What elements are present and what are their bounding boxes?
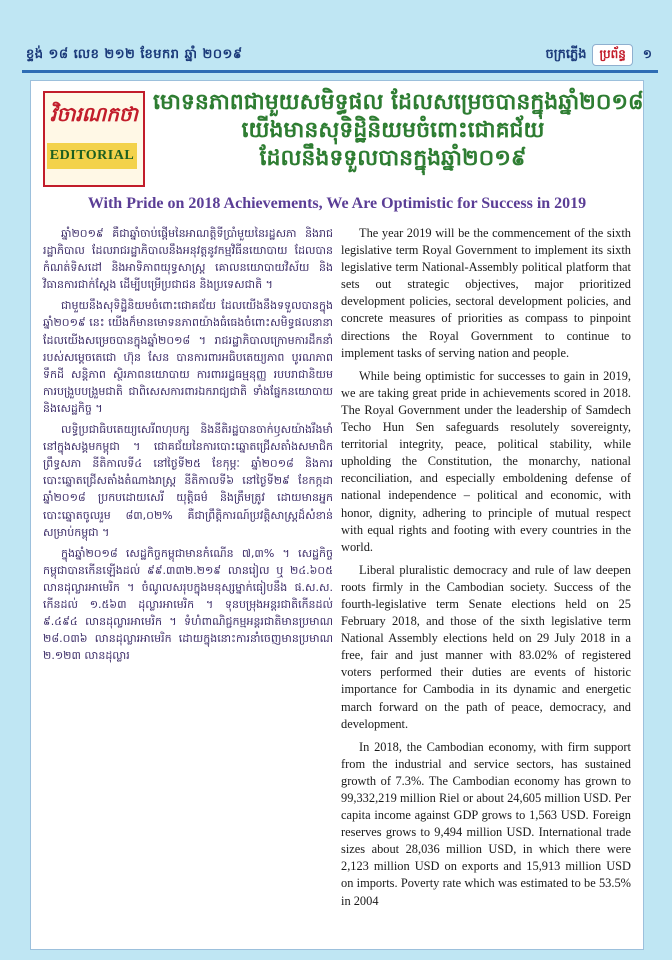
editorial-panel: [30, 80, 644, 950]
editorial-logo: [43, 91, 145, 187]
issue-label: ប្រព័ន្ធ: [592, 44, 632, 66]
magazine-name: ចក្រភ្លើង: [545, 46, 587, 62]
english-subtitle: With Pride on 2018 Achievements, We Are Optimistic for Success in 2019: [87, 195, 587, 212]
english-paragraph: Liberal pluralistic democracy and rule of law deepen roots firmly in the Cambodian society. Success of the fourth-legislative term Senate elections held on 25 February 2018, and those of the sixth legislative term National Assembly elections held on 29 July 2018 in a free, fair and just manner with 83.02% of registered voters performed their duties are events of historic importance for Cambodia in its dynamic and energetic march forward on the path of peace, democracy, and development.: [341, 562, 631, 731]
headline-line-3: ដែលនឹងទទួលបានក្នុងឆ្នាំ២០១៩: [259, 146, 527, 171]
khmer-column: [43, 225, 333, 668]
editorial-logo-khmer: វិចារណកថា: [50, 102, 138, 126]
english-column: [341, 225, 631, 916]
editorial-logo-english: EDITORIAL: [47, 143, 137, 169]
headline-line-1: មោទនភាពជាមួយសមិទ្ធផល ដែលសម្រេចបានក្នុងឆ្នាំ២០១៨: [153, 90, 644, 115]
khmer-paragraph: ក្នុងឆ្នាំ២០១៨ សេដ្ឋកិច្ចកម្ពុជាមានកំណើន ៧,៣% ។ សេដ្ឋកិច្ចកម្ពុជាបានកើនឡើងដល់ ៩៩.៣៣២.២១៩ លានរៀល ឬ ២៤.៦០៥ លានដុល្លារអាមេរិក ។ ចំណូលសរុបក្នុងមនុស្សម្នាក់ធៀបនឹង ផ.ស.ស. កើនដល់ ១.៥៦៣ ដុល្លារអាមេរិក ។ ទុនបម្រុងអន្តរជាតិកើនដល់ ៩.៤៩៤ លានដុល្លារអាមេរិក ។ ទំហំពាណិជ្ជកម្មអន្តរជាតិមានប្រមាណ ២៨.០៣៦ លានដុល្លារអាមេរិក ដោយក្នុងនោះការនាំចេញមានប្រមាណ ២.១២៣ លានដុល្លារ: [43, 546, 333, 663]
khmer-paragraph: លទ្ធិប្រជាធិបតេយ្យសេរីពហុបក្ស និងនីតិរដ្ឋបានចាក់ឫសយ៉ាងរឹងមាំនៅក្នុងសង្គមកម្ពុជា ។ ជោគជ័យនៃការបោះឆ្នោតជ្រើសតាំងសមាជិកព្រឹទ្ធសភា នីតិកាលទី៤ នៅថ្ងៃទី២៥ ខែកុម្ភៈ ឆ្នាំ២០១៨ និងការបោះឆ្នោតជ្រើសតាំងតំណាងរាស្ត្រ នីតិកាលទី៦ នៅថ្ងៃទី២៩ ខែកក្កដា ឆ្នាំ២០១៨ ប្រកបដោយសេរី យុត្តិធម៌ និងត្រឹមត្រូវ ដោយមានអ្នកបោះឆ្នោតចូលរួម ៨៣,០២% គឺជាព្រឹត្តិការណ៍ប្រវត្តិសាស្ត្រដ៏សំខាន់សម្រាប់កម្ពុជា ។: [43, 423, 333, 539]
page-header: [22, 40, 658, 70]
headline-line-2: យើងមានសុទិដ្ឋិនិយមចំពោះជោគជ័យ: [241, 118, 545, 143]
issue-date-line: ខ្ទង់ ១៨ លេខ ២១២ ខែមករា ឆ្នាំ ២០១៩: [26, 46, 243, 62]
headline: [153, 89, 644, 173]
page-number: ១: [642, 47, 652, 61]
english-paragraph: In 2018, the Cambodian economy, with firm support from the industrial and service sectors, has sustained growth of 7.3%. The Cambodian economy has grown to 99,332,219 million Riel or about 24,605 million USD. Per capita income against GDP grows to 1,563 USD. Foreign reserves grows to 9,494 million USD. International trade sizes about 28,036 million USD, in which there were 2,123 million USD on exports and 15,913 million USD on imports. Poverty rate which was estimated to be 53.5% in 2004: [341, 739, 631, 908]
khmer-paragraph: ជាមួយនឹងសុទិដ្ឋិនិយមចំពោះជោគជ័យ ដែលយើងនឹងទទួលបានក្នុងឆ្នាំ២០១៩ នេះ យើងក៏មានមោទនភាពយ៉ាងធំធេងចំពោះសមិទ្ធផលនានា ដែលយើងសម្រេចបានក្នុងឆ្នាំ២០១៨ ។ រាជរដ្ឋាភិបាលក្រោមការដឹកនាំរបស់សម្តេចតេជោ ហ៊ុន សែន បានការពារអធិបតេយ្យភាព បូរណភាពទឹកដី សន្តិភាព ស្ថិរភាពនយោបាយ ការពាររដ្ឋធម្មនុញ្ញ របបរាជានិយម ការបង្រួបបង្រួមជាតិ ជាពិសេសការពារឯករាជ្យជាតិ ទាំងផ្នែកនយោបាយ និងសេដ្ឋកិច្ច ។: [43, 299, 333, 415]
english-paragraph: The year 2019 will be the commencement of the sixth legislative term Royal Government to implement its sixth legislative term National-Assembly political platform that sets out strategic objectives, major prioritized development policies, sectoral development policies, and concrete measures of priorities as compass to pinpoint directions the Royal Government to continue to implement tasks of serving nation and people.: [341, 226, 631, 360]
header-masthead: [545, 44, 652, 66]
english-paragraph: While being optimistic for successes to gain in 2019, we are taking great pride in achievements scored in 2018. The Royal Government under the leadership of Samdech Techo Hun Sen safeguards resolutely sovereignty, territorial integrity, peace, political stability, while upholding the Constitution, the monarchy, national reconciliation, and especially emboldening defense of national independence – political and economic, with honor, dignity, adhering to principle of mutual respect with equal rights and footing with every countries in the world.: [341, 368, 631, 554]
header-divider: [22, 70, 658, 73]
khmer-paragraph: ឆ្នាំ២០១៩ គឺជាឆ្នាំចាប់ផ្តើមនៃអាណត្តិទីប្រាំមួយនៃរដ្ឋសភា និងរាជរដ្ឋាភិបាល ដែលរាជរដ្ឋាភិបាលនឹងអនុវត្តនូវកម្មវិធីនយោបាយ ដែលបានកំណត់ទិសដៅ និងអាទិភាពយុទ្ធសាស្ត្រ គោលនយោបាយវិស័យ និងវិធានការជាក់ស្តែង ដើម្បីបម្រើប្រជាជន និងប្រទេសជាតិ ។: [43, 227, 333, 292]
